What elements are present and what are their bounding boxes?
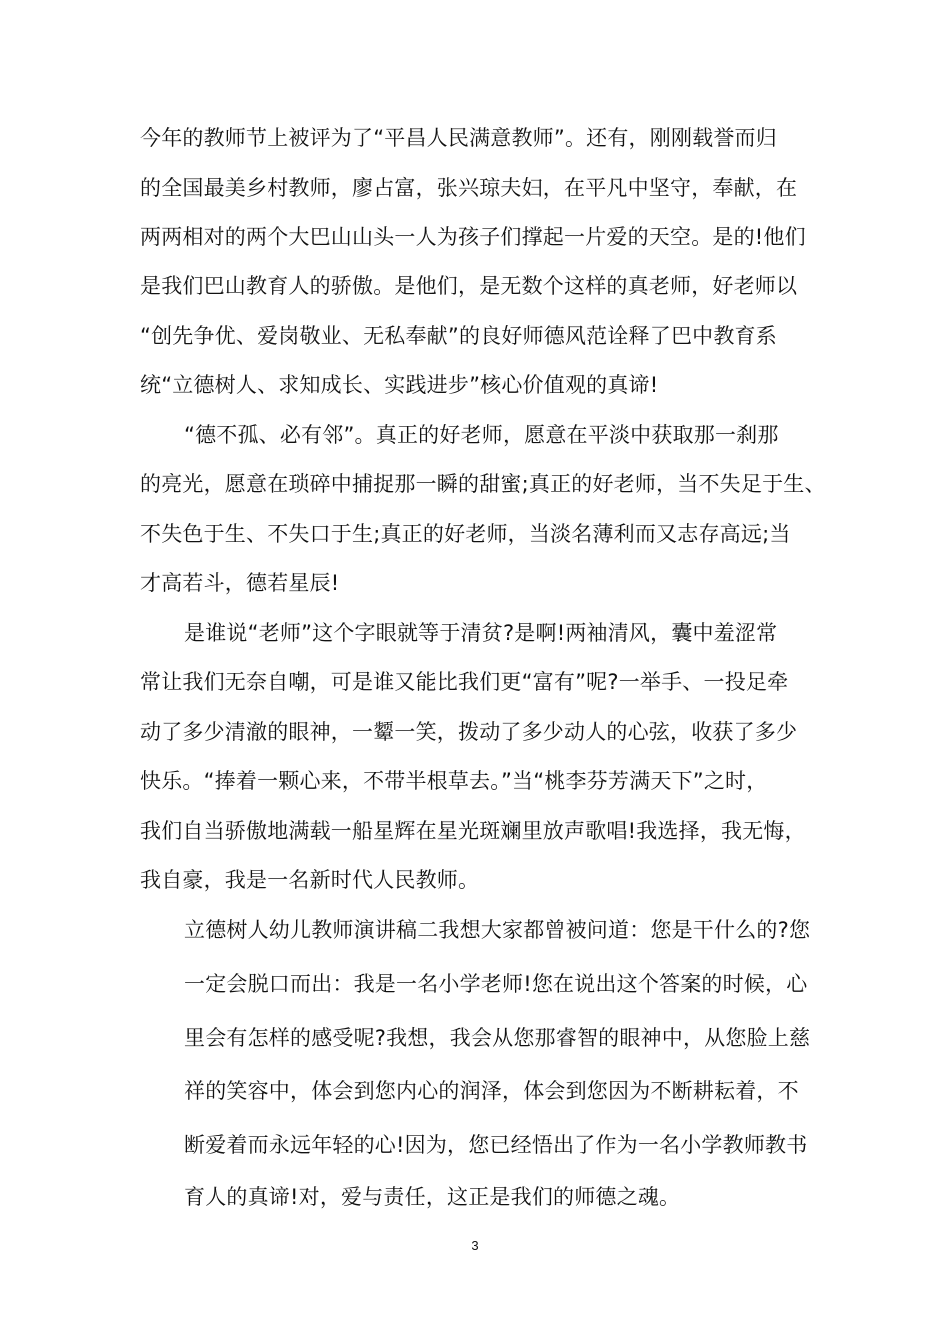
text-line: 的亮光，愿意在琐碎中捕捉那一瞬的甜蜜;真正的好老师，当不失足于生、 <box>140 472 826 496</box>
page-number: 3 <box>471 1238 479 1253</box>
text-line: 不失色于生、不失口于生;真正的好老师，当淡名薄利而又志存高远;当 <box>140 522 791 546</box>
text-line: 统“立德树人、求知成长、实践进步”核心价值观的真谛! <box>140 373 659 397</box>
text-line: 立德树人幼儿教师演讲稿二我想大家都曾被问道：您是干什么的?您 <box>184 918 811 942</box>
text-line: 里会有怎样的感受呢?我想，我会从您那睿智的眼神中，从您脸上慈 <box>184 1026 811 1050</box>
text-line: 育人的真谛!对，爱与责任，这正是我们的师德之魂。 <box>184 1185 681 1209</box>
text-line: 常让我们无奈自嘲，可是谁又能比我们更“富有”呢?一举手、一投足牵 <box>140 670 789 694</box>
text-line: “创先争优、爱岗敬业、无私奉献”的良好师德风范诠释了巴中教育系 <box>140 324 777 348</box>
text-line: “德不孤、必有邻”。真正的好老师，愿意在平淡中获取那一刹那 <box>184 423 779 447</box>
text-line: 祥的笑容中，体会到您内心的润泽，体会到您因为不断耕耘着，不 <box>184 1079 799 1103</box>
text-line: 一定会脱口而出：我是一名小学老师!您在说出这个答案的时候，心 <box>184 972 808 996</box>
text-line: 今年的教师节上被评为了“平昌人民满意教师”。还有，刚刚载誉而归 <box>140 126 777 150</box>
text-line: 快乐。“捧着一颗心来，不带半根草去。”当“桃李芬芳满天下”之时， <box>140 769 768 793</box>
text-line: 的全国最美乡村教师，廖占富，张兴琼夫妇，在平凡中坚守，奉献，在 <box>140 176 798 200</box>
text-line: 断爱着而永远年轻的心!因为，您已经悟出了作为一名小学教师教书 <box>184 1133 808 1157</box>
text-line: 是谁说“老师”这个字眼就等于清贫?是啊!两袖清风，囊中羞涩常 <box>184 621 778 645</box>
text-line: 我们自当骄傲地满载一船星辉在星光斑斓里放声歌唱!我选择，我无悔， <box>140 819 806 843</box>
text-line: 两两相对的两个大巴山山头一人为孩子们撑起一片爱的天空。是的!他们 <box>140 225 806 249</box>
text-line: 是我们巴山教育人的骄傲。是他们，是无数个这样的真老师，好老师以 <box>140 274 798 298</box>
text-line: 才高若斗，德若星辰! <box>140 571 340 595</box>
text-line: 动了多少清澈的眼神，一颦一笑，拨动了多少动人的心弦，收获了多少 <box>140 720 798 744</box>
text-line: 我自豪，我是一名新时代人民教师。 <box>140 868 480 892</box>
